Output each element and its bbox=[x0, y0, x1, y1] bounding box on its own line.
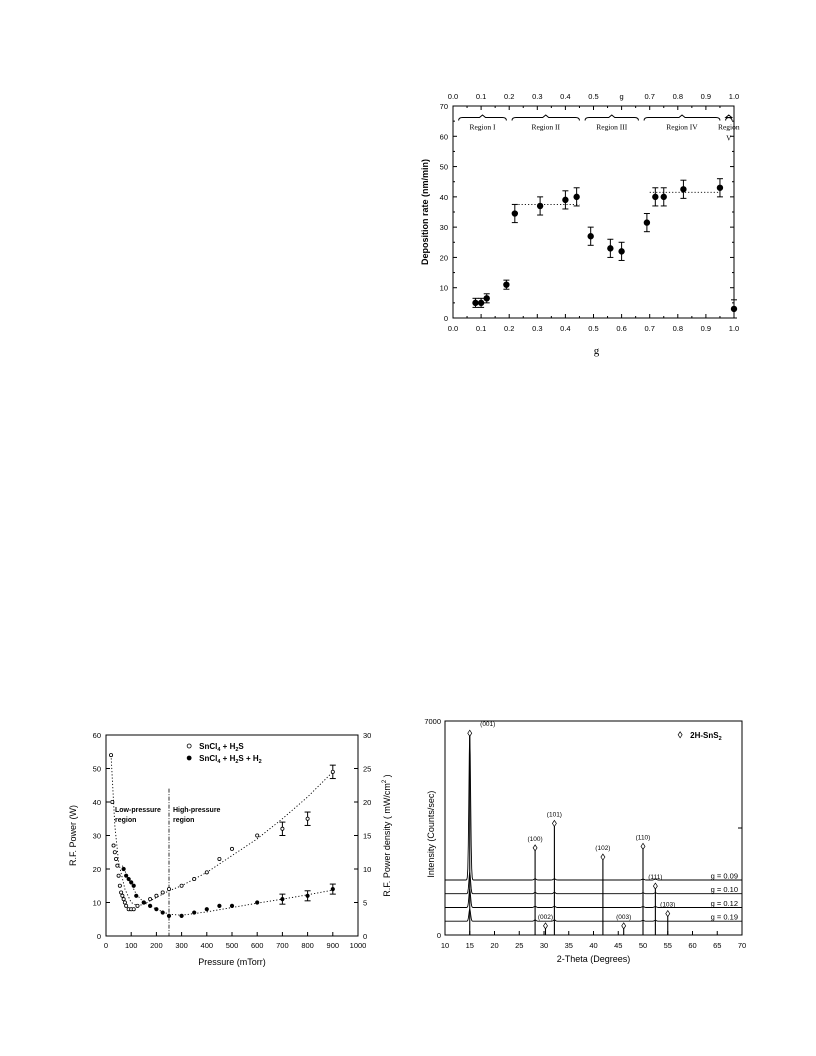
curve-label: g = 0.19 bbox=[710, 912, 738, 922]
y-tick-label: 40 bbox=[439, 192, 448, 202]
region-label-line2: V bbox=[726, 133, 732, 143]
peak-label: (101) bbox=[546, 811, 562, 819]
reference-peak-marker bbox=[552, 820, 556, 826]
data-point bbox=[504, 282, 510, 288]
curve-label: g = 0.10 bbox=[710, 885, 738, 895]
region-label: Region III bbox=[596, 122, 628, 132]
legend-text: SnCl bbox=[199, 754, 218, 763]
diffraction-curve bbox=[445, 872, 742, 893]
y-tick-label: 0 bbox=[436, 931, 441, 940]
data-point bbox=[574, 194, 580, 200]
filled-data-point bbox=[127, 877, 130, 880]
y2-tick-label: 5 bbox=[363, 898, 368, 908]
x-tick-label: 25 bbox=[515, 941, 524, 950]
legend-text: + H bbox=[220, 754, 236, 763]
open-data-point bbox=[306, 817, 309, 820]
data-point bbox=[644, 220, 650, 226]
high-pressure-label: High-pressure bbox=[173, 807, 221, 815]
reference-peak-marker bbox=[666, 911, 670, 917]
region-brace bbox=[585, 115, 638, 121]
legend-sub: 4 bbox=[217, 759, 221, 765]
rf-power-chart bbox=[60, 720, 400, 1000]
peak-label: (102) bbox=[595, 845, 611, 853]
data-point bbox=[661, 194, 667, 200]
y-tick-label: 50 bbox=[92, 764, 101, 774]
x-tick-label: 0.6 bbox=[616, 324, 627, 333]
peak-label: (100) bbox=[527, 835, 543, 843]
legend-entry bbox=[199, 742, 244, 753]
legend-text: S + H bbox=[238, 754, 259, 763]
x-top-tick-label: 0.9 bbox=[700, 92, 712, 101]
legend-filled-marker bbox=[187, 756, 191, 760]
open-data-point bbox=[114, 857, 117, 860]
legend-sub: 2 bbox=[718, 735, 722, 742]
region-label: Region II bbox=[531, 122, 561, 132]
curve-label: g = 0.12 bbox=[710, 898, 738, 908]
peak-label: (110) bbox=[635, 834, 651, 842]
x-top-tick-label: 0.4 bbox=[560, 92, 571, 101]
open-data-point bbox=[218, 857, 221, 860]
legend-sub: 4 bbox=[217, 747, 221, 753]
x-tick-label: 100 bbox=[124, 941, 138, 950]
filled-data-point bbox=[124, 874, 127, 877]
y-tick-label: 70 bbox=[439, 102, 448, 111]
reference-peak-marker bbox=[622, 923, 626, 929]
open-data-point bbox=[256, 834, 259, 837]
y-tick-label: 30 bbox=[439, 223, 448, 233]
x-tick-label: 0.5 bbox=[588, 324, 599, 333]
x-tick-label: 55 bbox=[663, 941, 672, 950]
x-tick-label: 0.8 bbox=[672, 324, 684, 333]
open-data-point bbox=[120, 891, 123, 894]
reference-peak-marker bbox=[601, 854, 605, 860]
x-tick-label: 10 bbox=[440, 941, 450, 950]
x-tick-label: 0.1 bbox=[475, 324, 487, 333]
filled-data-point bbox=[193, 911, 196, 914]
data-point bbox=[653, 194, 659, 200]
x-axis-label: g bbox=[593, 345, 600, 357]
x-tick-label: 35 bbox=[564, 941, 573, 950]
x-tick-label: 800 bbox=[301, 941, 314, 950]
filled-data-point bbox=[130, 881, 133, 884]
filled-data-point bbox=[135, 894, 138, 897]
legend-entry bbox=[690, 731, 722, 742]
filled-data-point bbox=[132, 884, 135, 887]
low-pressure-label: Low-pressure bbox=[115, 807, 161, 815]
y-tick-label: 20 bbox=[92, 865, 101, 874]
reference-peak-marker bbox=[468, 730, 472, 736]
data-point bbox=[484, 296, 490, 302]
legend-sub: 2 bbox=[235, 747, 239, 753]
x-tick-label: 20 bbox=[490, 941, 499, 950]
legend-sub: 2 bbox=[235, 759, 239, 765]
legend-sub: 2 bbox=[258, 759, 262, 765]
data-point bbox=[473, 300, 479, 306]
peak-label: (001) bbox=[480, 721, 496, 729]
open-data-point bbox=[113, 851, 116, 854]
y2-axis-label bbox=[382, 774, 392, 896]
data-point bbox=[608, 246, 614, 252]
filled-data-point bbox=[167, 914, 170, 917]
x-tick-label: 700 bbox=[276, 941, 289, 950]
filled-data-point bbox=[155, 908, 158, 911]
x-top-tick-label: 0.2 bbox=[503, 92, 515, 101]
x-tick-label: 65 bbox=[713, 941, 722, 950]
x-tick-label: 70 bbox=[737, 941, 747, 950]
y2-axis-label-sup: 2 bbox=[382, 779, 388, 784]
filled-data-point bbox=[281, 897, 284, 900]
filled-data-point bbox=[180, 914, 183, 917]
y2-axis-label-end: ) bbox=[382, 774, 392, 780]
y-tick-label: 10 bbox=[92, 898, 101, 908]
x-top-tick-label: 0.8 bbox=[672, 92, 684, 101]
x-top-tick-label: 1.0 bbox=[728, 92, 740, 101]
y2-tick-label: 15 bbox=[363, 831, 372, 841]
filled-data-point bbox=[205, 908, 208, 911]
x-axis-label: 2-Theta (Degrees) bbox=[556, 954, 631, 964]
open-data-point bbox=[123, 901, 126, 904]
filled-data-point bbox=[142, 901, 145, 904]
diffraction-curve bbox=[445, 909, 742, 921]
y-tick-label: 10 bbox=[439, 283, 448, 293]
x-tick-label: 0 bbox=[103, 941, 109, 950]
x-tick-label: 200 bbox=[150, 941, 163, 950]
x-tick-label: 300 bbox=[175, 941, 188, 950]
x-top-tick-label: 0.3 bbox=[532, 92, 543, 101]
x-tick-label: 0.4 bbox=[560, 324, 571, 333]
diffraction-curve bbox=[445, 889, 742, 907]
filled-data-point bbox=[306, 894, 309, 897]
legend-text: 2H-SnS bbox=[690, 730, 719, 740]
open-data-point bbox=[149, 898, 152, 901]
x-tick-label: 45 bbox=[614, 941, 623, 950]
y-tick-label: 0 bbox=[96, 932, 101, 941]
x-tick-label: 0.0 bbox=[447, 324, 459, 333]
y2-tick-label: 20 bbox=[363, 798, 372, 807]
y2-tick-label: 10 bbox=[363, 865, 372, 874]
open-data-point bbox=[331, 770, 334, 773]
data-point bbox=[588, 233, 594, 239]
x-tick-label: 0.9 bbox=[700, 324, 712, 333]
data-point bbox=[563, 197, 569, 203]
data-point bbox=[478, 300, 484, 306]
xrd-pattern-chart bbox=[410, 712, 770, 1002]
x-tick-label: 15 bbox=[465, 941, 474, 950]
filled-data-point bbox=[122, 867, 125, 870]
x-tick-label: 1000 bbox=[349, 941, 367, 950]
data-point bbox=[619, 249, 625, 255]
x-tick-label: 400 bbox=[200, 941, 214, 950]
y2-tick-label: 0 bbox=[363, 932, 368, 941]
x-tick-label: 30 bbox=[539, 941, 549, 950]
open-data-point bbox=[122, 898, 125, 901]
open-data-point bbox=[161, 891, 164, 894]
reference-peak-marker bbox=[533, 845, 537, 851]
x-top-tick-label: g bbox=[619, 92, 624, 101]
open-data-point bbox=[136, 904, 139, 907]
x-tick-label: 50 bbox=[638, 941, 648, 950]
x-axis-label: Pressure (mTorr) bbox=[198, 957, 266, 967]
open-data-point bbox=[230, 847, 233, 850]
low-pressure-label-line2: region bbox=[115, 817, 137, 825]
legend-text: S bbox=[238, 742, 244, 751]
open-data-point bbox=[180, 884, 183, 887]
legend-diamond-marker bbox=[678, 732, 682, 738]
open-data-point bbox=[118, 884, 121, 887]
peak-label: (002) bbox=[537, 913, 554, 921]
x-top-tick-label: 0.7 bbox=[644, 92, 655, 101]
data-point bbox=[717, 185, 723, 191]
y-tick-label: 30 bbox=[92, 831, 101, 841]
open-data-point bbox=[116, 864, 119, 867]
region-label: Region IV bbox=[666, 122, 698, 132]
open-data-point bbox=[117, 874, 120, 877]
y-tick-label: 7000 bbox=[424, 717, 441, 726]
peak-label: (003) bbox=[616, 913, 632, 921]
filled-data-point bbox=[230, 904, 233, 907]
reference-peak-marker bbox=[543, 923, 547, 929]
plot-frame bbox=[445, 721, 742, 935]
reference-peak-marker bbox=[653, 883, 657, 889]
filled-data-point bbox=[161, 911, 164, 914]
x-tick-label: 1.0 bbox=[728, 324, 740, 333]
fit-curve bbox=[111, 755, 333, 906]
y-tick-label: 20 bbox=[439, 253, 448, 263]
filled-data-point bbox=[331, 887, 334, 890]
open-data-point bbox=[121, 894, 124, 897]
open-data-point bbox=[155, 894, 158, 897]
x-tick-label: 40 bbox=[589, 941, 598, 950]
y-tick-label: 0 bbox=[443, 314, 448, 323]
open-data-point bbox=[125, 904, 128, 907]
x-top-tick-label: 0.5 bbox=[588, 92, 599, 101]
deposition-rate-chart bbox=[400, 80, 780, 380]
legend-text: SnCl bbox=[199, 742, 218, 751]
plot-frame bbox=[453, 106, 734, 318]
filled-data-point bbox=[256, 901, 259, 904]
y2-tick-label: 25 bbox=[363, 764, 372, 774]
peak-label: (111) bbox=[648, 874, 663, 882]
x-tick-label: 0.3 bbox=[532, 324, 543, 333]
y-tick-label: 60 bbox=[439, 132, 448, 142]
data-point bbox=[681, 186, 687, 192]
open-data-point bbox=[193, 877, 196, 880]
open-data-point bbox=[205, 871, 208, 874]
peak-label: (103) bbox=[660, 901, 676, 909]
y-tick-label: 60 bbox=[92, 731, 101, 740]
diffraction-curve bbox=[445, 730, 742, 880]
fit-curve bbox=[122, 866, 332, 916]
x-tick-label: 60 bbox=[688, 941, 697, 950]
open-data-point bbox=[109, 754, 112, 757]
filled-data-point bbox=[148, 904, 151, 907]
x-top-tick-label: 0.0 bbox=[447, 92, 459, 101]
region-brace bbox=[726, 115, 732, 121]
open-data-point bbox=[112, 844, 115, 847]
curve-label: g = 0.09 bbox=[710, 871, 738, 881]
region-label: Region I bbox=[469, 122, 496, 132]
x-tick-label: 500 bbox=[225, 941, 239, 950]
legend-open-marker bbox=[187, 744, 191, 748]
y-tick-label: 40 bbox=[92, 798, 101, 807]
open-data-point bbox=[132, 908, 135, 911]
high-pressure-label-line2: region bbox=[173, 817, 195, 825]
y2-axis-label-text: R.F. Power density ( mW/cm bbox=[382, 783, 392, 897]
region-label: Region bbox=[717, 122, 740, 132]
legend-text: + H bbox=[220, 742, 236, 751]
y-axis-label: Deposition rate (nm/min) bbox=[420, 158, 430, 266]
x-tick-label: 900 bbox=[326, 941, 340, 950]
filled-data-point bbox=[218, 904, 221, 907]
y-tick-label: 50 bbox=[439, 162, 448, 172]
x-tick-label: 600 bbox=[250, 941, 264, 950]
x-top-tick-label: 0.1 bbox=[475, 92, 487, 101]
data-point bbox=[537, 203, 543, 209]
open-data-point bbox=[281, 827, 284, 830]
y-axis-label: R.F. Power (W) bbox=[68, 804, 78, 867]
y-axis-label: Intensity (Counts/sec) bbox=[426, 790, 436, 878]
open-data-point bbox=[167, 888, 170, 891]
x-tick-label: 0.2 bbox=[503, 324, 515, 333]
region-brace bbox=[512, 115, 579, 121]
data-point bbox=[731, 306, 737, 312]
data-point bbox=[512, 211, 518, 217]
legend-entry bbox=[199, 754, 262, 765]
y2-tick-label: 30 bbox=[363, 731, 372, 740]
x-tick-label: 0.7 bbox=[644, 324, 655, 333]
open-data-point bbox=[111, 800, 114, 803]
region-brace bbox=[459, 115, 507, 121]
region-brace bbox=[644, 115, 720, 121]
reference-peak-marker bbox=[641, 843, 645, 849]
